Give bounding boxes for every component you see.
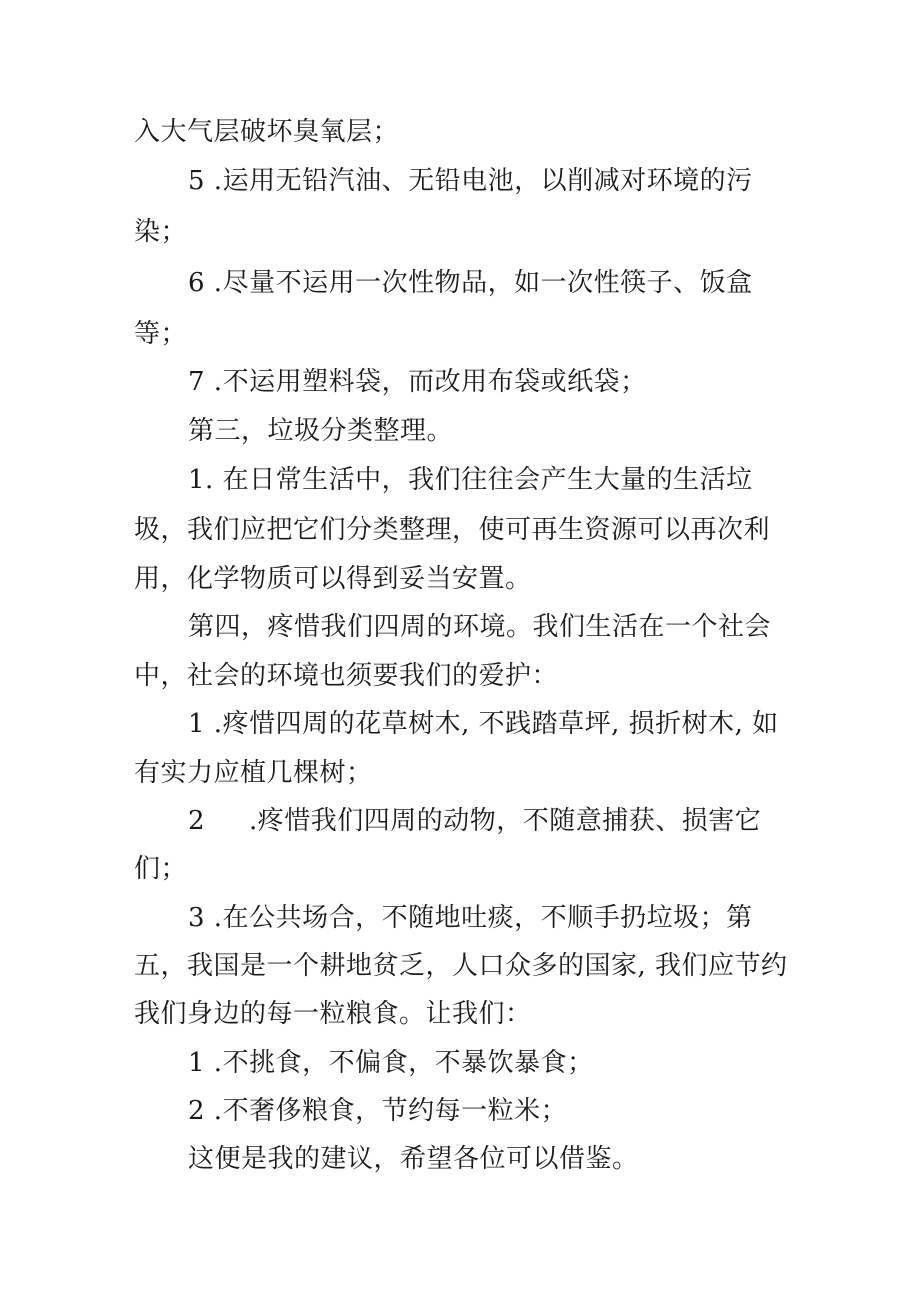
text-line: 等； [134,319,188,349]
text-line: 入大气层破坏臭氧层； [134,117,400,147]
text-line [0,803,920,839]
text-line: 5 .运用无铅汽油、无铅电池，以削减对环境的污 [188,166,753,196]
text-line: 1. 在日常生活中，我们往往会产生大量的生活垃 [188,465,753,495]
text-line: 们； [134,854,188,884]
text-line: 我们身边的每一粒粮食。让我们： [134,999,532,1029]
list-text: .疼惜我们四周的动物，不随意捕获、损害它 [249,806,762,836]
text-line: 6 .尽量不运用一次性物品，如一次性筷子、饭盒 [188,268,753,298]
text-line: 五，我国是一个耕地贫乏，人口众多的国家, 我们应节约 [134,951,788,981]
text-line: 1 .疼惜四周的花草树木, 不践踏草坪, 损折树木, 如 [188,709,779,739]
text-line: 2 .不奢侈粮食，节约每一粒米； [188,1096,568,1126]
text-line: 3 .在公共场合，不随地吐痰，不顺手扔垃圾；第 [188,903,753,933]
text-line: 用，化学物质可以得到妥当安置。 [134,564,532,594]
text-line: 染； [134,217,188,247]
text-line: 圾，我们应把它们分类整理，使可再生资源可以再次利 [134,515,771,545]
list-number: 2 [188,806,206,836]
text-line: 第四，疼惜我们四周的环境。我们生活在一个社会 [188,612,772,642]
closing-line: 这便是我的建议，希望各位可以借鉴。 [188,1144,639,1174]
text-line: 1 .不挑食，不偏食，不暴饮暴食； [188,1048,594,1078]
text-line: 有实力应植几棵树； [134,758,373,788]
section-heading: 第三，垃圾分类整理。 [188,416,454,446]
text-line: 中，社会的环境也须要我们的爱护： [134,661,559,691]
text-line: 7 .不运用塑料袋，而改用布袋或纸袋； [188,367,647,397]
